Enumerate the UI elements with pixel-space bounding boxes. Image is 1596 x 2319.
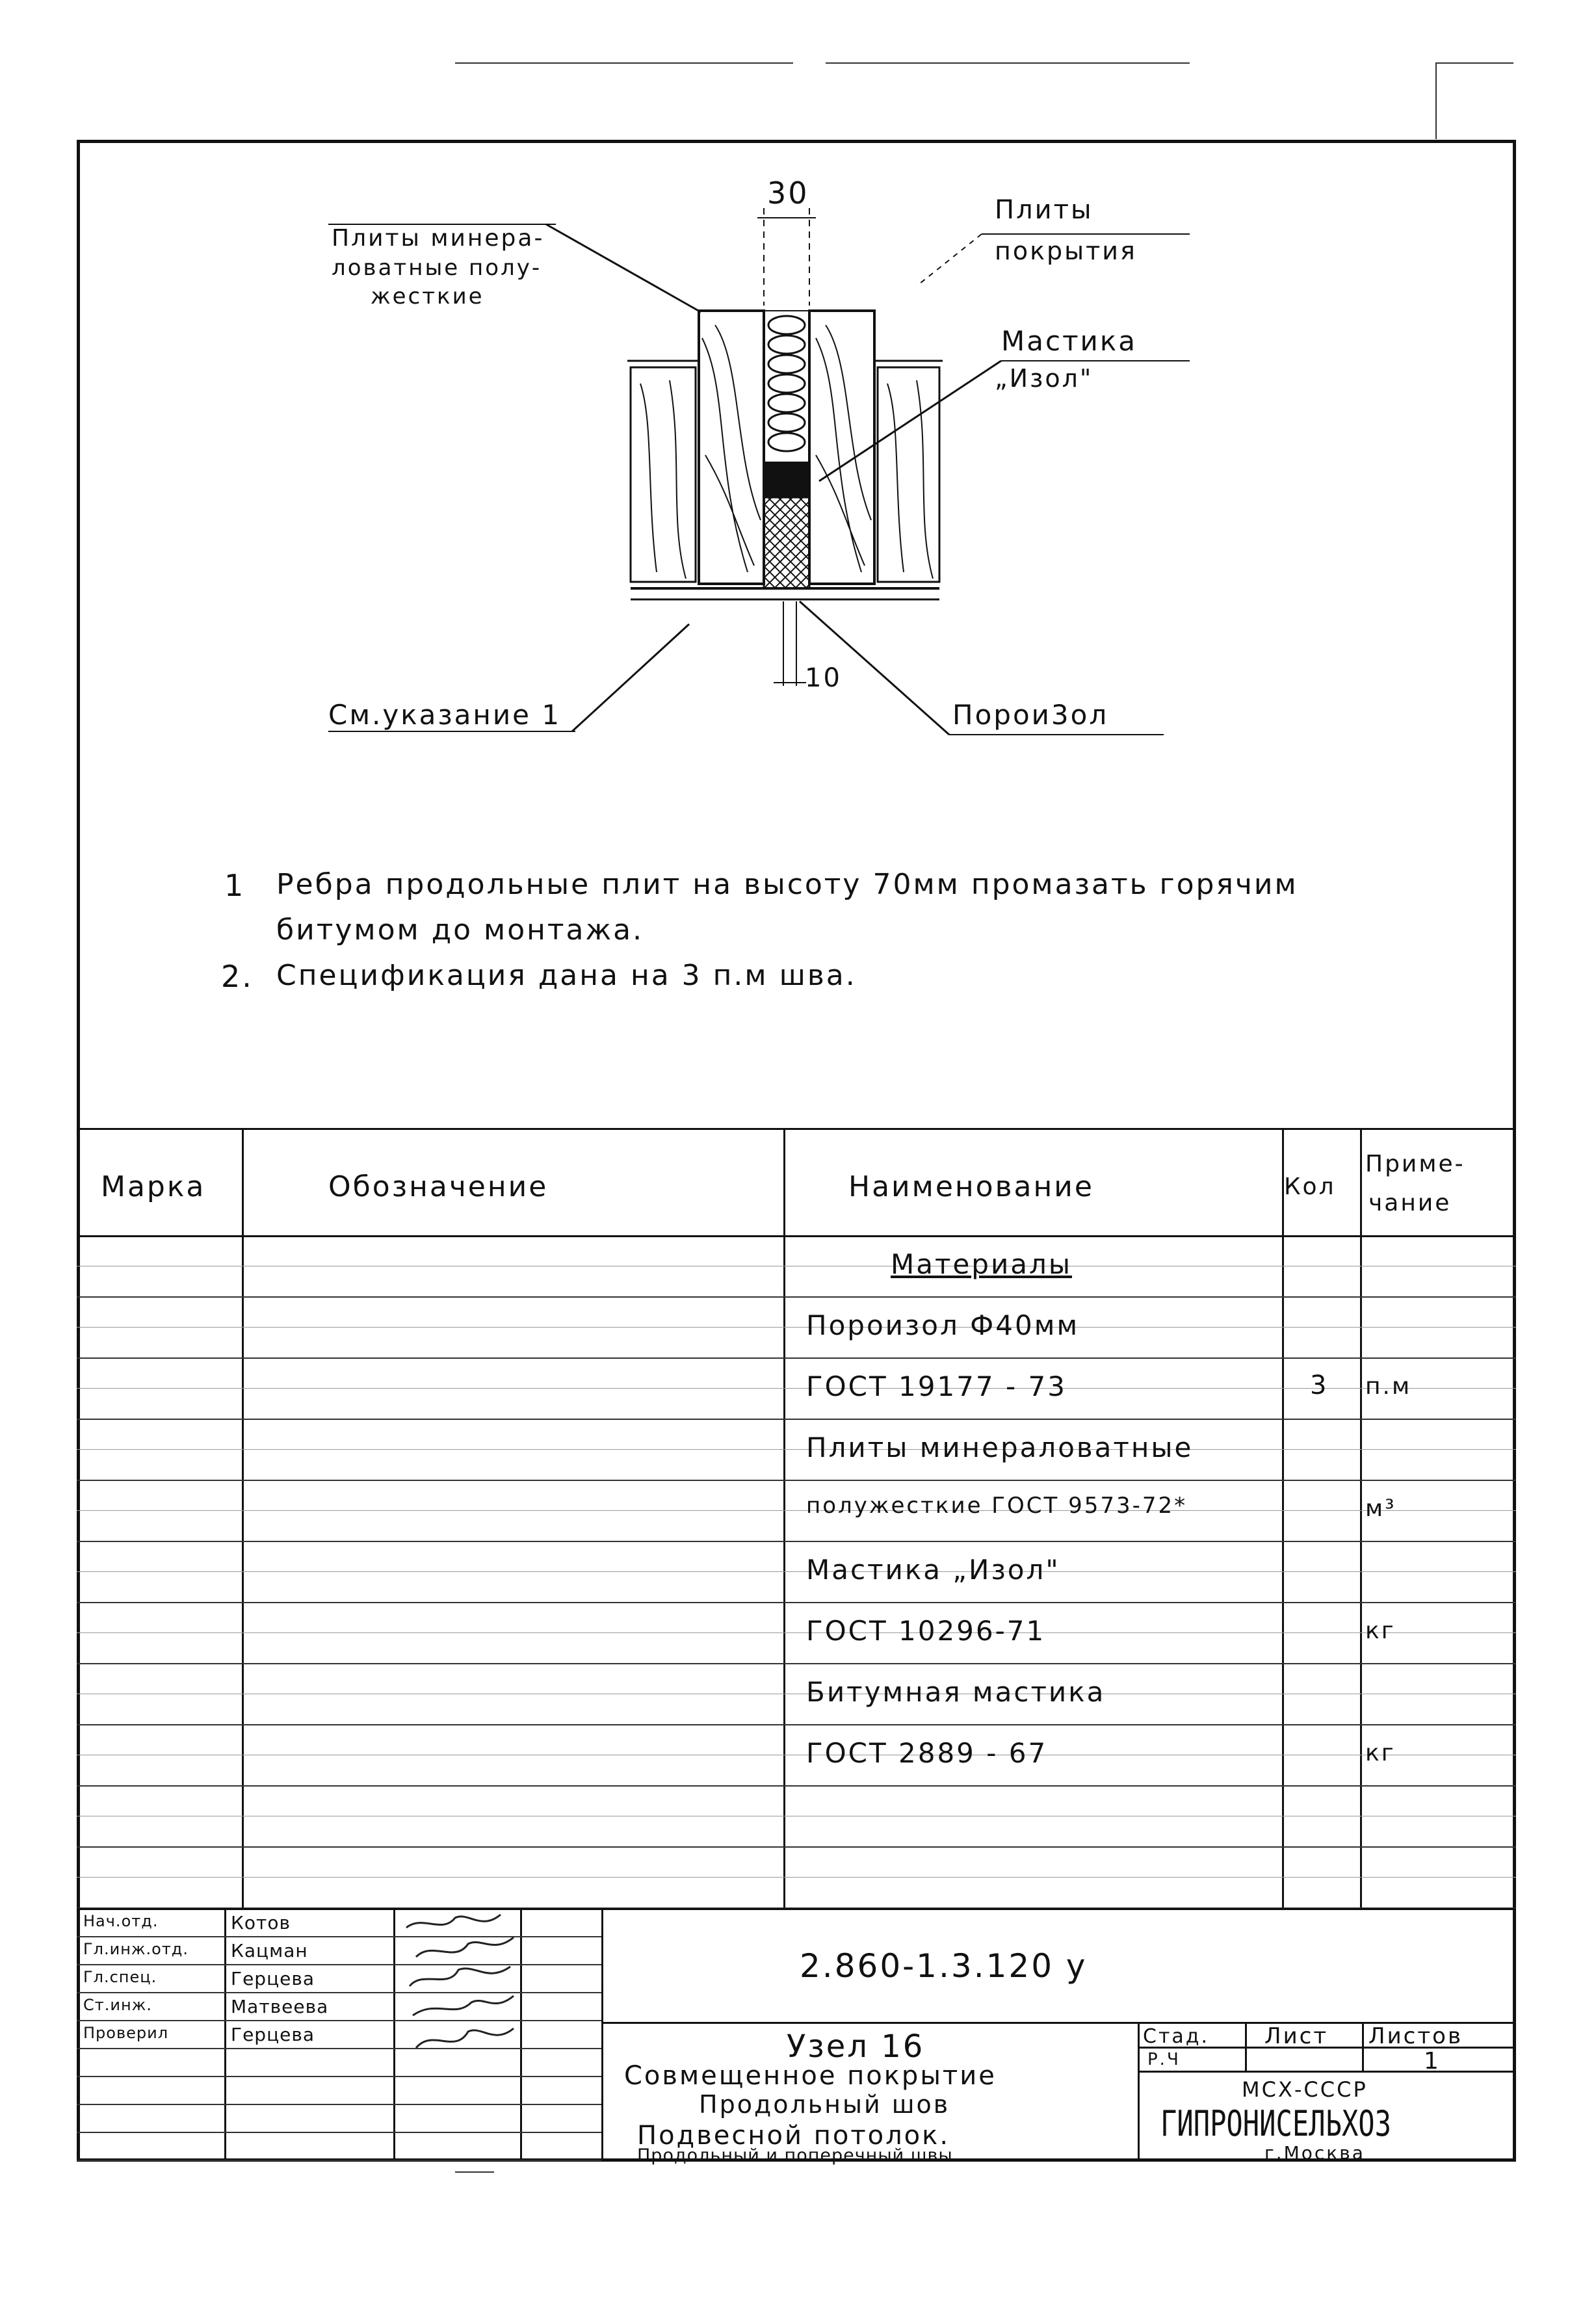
spec-row-border [77,1785,1516,1787]
sheets-label: Листов [1368,2023,1463,2049]
title-block-top-border [77,1908,1516,1910]
spec-row-midline [77,1571,1516,1572]
signer-role: Гл.инж.отд. [83,1940,189,1958]
spec-row-border [77,1846,1516,1848]
title-line-2: Совмещенное покрытие [624,2061,997,2091]
spec-row-note: кг [1365,1740,1396,1766]
signer-name-divider [393,1908,395,2162]
signer-name: Герцева [231,1968,315,1989]
document-code: 2.860-1.3.120 у [800,1947,1088,1985]
sheet-label: Лист [1264,2023,1329,2049]
callout-mastic-line2: „Изол" [995,364,1093,393]
callout-porozol: Порои3ол [952,699,1109,731]
title-block-left-divider [601,1908,603,2162]
signer-row-border [77,1936,601,1937]
stage-label: Стад. [1143,2025,1210,2048]
spec-row-border [77,1480,1516,1481]
signer-role: Нач.отд. [83,1912,159,1930]
signer-name: Кацман [231,1940,308,1961]
signer-name: Котов [231,1912,291,1933]
spec-table-header-bottom [77,1235,1516,1237]
title-line-3: Продольный шов [699,2090,950,2119]
spec-col-divider-3 [1282,1128,1284,1908]
signer-row-border [77,1964,601,1965]
bottom-margin-mark [455,2171,494,2173]
sheets-value: 1 [1424,2048,1441,2075]
header-note-line2: чание [1368,1190,1452,1216]
callout-cover-plates-line1: Плиты [995,195,1093,225]
note-1-text: Ребра продольные плит на высоту 70мм промазать горячим [276,868,1298,901]
spec-row-note: кг [1365,1618,1396,1644]
spec-row-name: Пороизол Ф40мм [806,1309,1080,1341]
callout-cover-plates-line2: покрытия [995,237,1137,265]
callout-see-note: См.указание 1 [328,699,562,731]
spec-row-qty: 3 [1310,1370,1329,1400]
spec-row-midline [77,1877,1516,1878]
spec-row-name: полужесткие ГОСТ 9573-72* [806,1493,1188,1519]
spec-row-name: ГОСТ 19177 - 73 [806,1370,1067,1402]
callout-mineral-plates-line1: Плиты минера- [332,225,545,252]
spec-row-border [77,1724,1516,1725]
organization-name: ГИПРОНИСЕЛЬХОЗ [1160,2103,1392,2144]
spec-row-name: Плиты минераловатные [806,1432,1194,1463]
ministry-label: МСХ-СССР [1242,2077,1368,2102]
signer-row-border [77,2020,601,2021]
spec-col-divider-2 [783,1128,785,1908]
signer-name: Матвеева [231,1996,329,2017]
spec-col-divider-4 [1360,1128,1362,1908]
header-note-line1: Приме- [1365,1151,1465,1177]
spec-section-heading: Материалы [891,1248,1072,1280]
spec-row-border [77,1357,1516,1359]
spec-row-border [77,1602,1516,1603]
dimension-30-label: 30 [767,176,809,211]
signer-row-border [77,2132,601,2133]
signer-name: Герцева [231,2024,315,2045]
spec-row-border [77,1663,1516,1664]
spec-row-border [77,1419,1516,1420]
header-name: Наименование [848,1170,1094,1203]
title-line-1: Узел 16 [787,2028,925,2065]
signer-role: Проверил [83,2024,169,2042]
note-1-number: 1 [224,868,246,903]
joint-section-drawing [0,0,1596,1105]
spec-table-top-border [77,1128,1516,1130]
signer-row-border [77,2048,601,2049]
signer-row-border [77,2104,601,2105]
header-qty: Кол [1284,1173,1336,1200]
spec-row-midline [77,1510,1516,1511]
stage-value: Р.Ч [1147,2050,1181,2069]
signer-sign-divider [520,1908,522,2162]
callout-mastic-line1: Мастика [1001,325,1137,357]
signer-role: Гл.спец. [83,1968,157,1986]
signer-row-border [77,2160,601,2161]
dimension-10-label: 10 [805,663,842,693]
note-2-number: 2. [221,959,254,994]
spec-row-note: п.м [1365,1373,1412,1400]
note-2-text: Спецификация дана на 3 п.м шва. [276,959,857,992]
spec-row-name: Мастика „Изол" [806,1554,1060,1586]
spec-row-name: Битумная мастика [806,1676,1106,1708]
header-mark: Марка [101,1170,206,1203]
signer-role: Ст.инж. [83,1996,152,2014]
spec-row-border [77,1541,1516,1542]
signer-role-divider [224,1908,226,2162]
spec-row-midline [77,1632,1516,1633]
spec-row-name: ГОСТ 2889 - 67 [806,1737,1048,1769]
title-line-4: Подвесной потолок. [637,2121,950,2151]
signer-row-border [77,2076,601,2077]
title-line-5: Продольный и поперечный швы [637,2145,953,2166]
callout-mineral-plates-line3: жесткие [371,283,484,309]
spec-row-midline [77,1449,1516,1450]
stage-col-divider [1138,2022,1140,2162]
city-label: г.Москва [1264,2142,1365,2164]
header-designation: Обозначение [328,1170,549,1203]
spec-row-midline [77,1388,1516,1389]
spec-row-border [77,1296,1516,1298]
note-1-continuation: битумом до монтажа. [276,913,644,947]
signer-row-border [77,1992,601,1993]
spec-col-divider-1 [242,1128,244,1908]
spec-row-name: ГОСТ 10296-71 [806,1615,1046,1647]
callout-mineral-plates [332,224,544,253]
spec-row-midline [77,1327,1516,1328]
spec-row-note: м³ [1365,1495,1396,1522]
stage-values-bottom [1138,2071,1516,2073]
callout-mineral-plates-line2: ловатные полу- [332,255,542,281]
